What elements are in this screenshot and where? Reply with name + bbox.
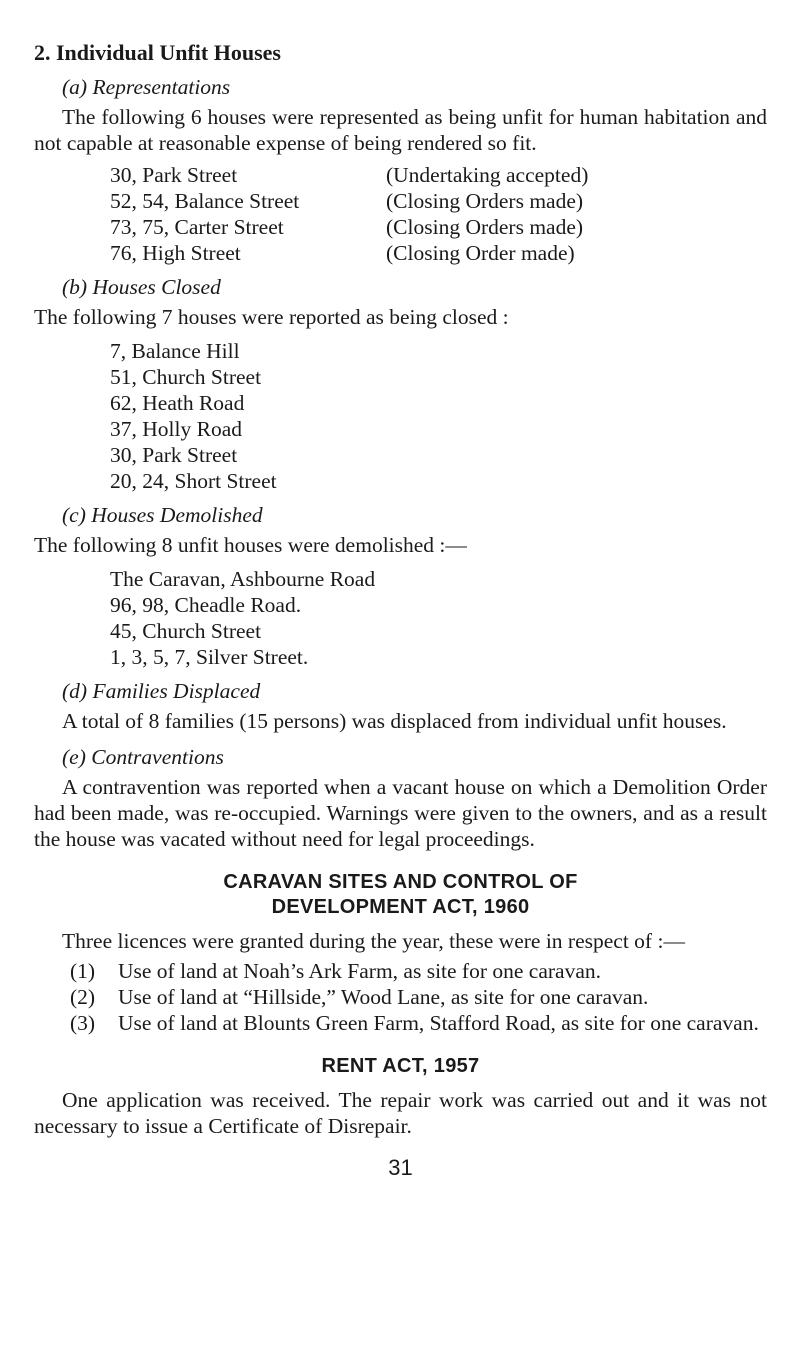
houses-demolished-list xyxy=(34,566,767,670)
subsection-d-text: A total of 8 families (15 persons) was displaced from individual unfit houses. xyxy=(62,709,727,733)
item-number: (2) xyxy=(70,985,96,1009)
note-cell: (Closing Orders made) xyxy=(386,189,584,213)
caravan-licence-list xyxy=(34,958,767,1036)
address-cell: 73, 75, Carter Street xyxy=(110,215,284,239)
list-item: 30, Park Street xyxy=(110,443,238,467)
list-item: 7, Balance Hill xyxy=(110,339,240,363)
item-text: Use of land at Blounts Green Farm, Stafford Road, as site for one caravan. xyxy=(118,1011,759,1035)
list-item: The Caravan, Ashbourne Road xyxy=(110,567,376,591)
table-row xyxy=(34,162,588,188)
address-cell: 52, 54, Balance Street xyxy=(110,189,300,213)
caravan-heading-line1: CARAVAN SITES AND CONTROL OF xyxy=(223,871,578,893)
table-row xyxy=(34,188,588,214)
subsection-a-label: (a) Representations xyxy=(62,75,231,99)
list-item: 45, Church Street xyxy=(110,619,262,643)
list-item xyxy=(34,1010,767,1036)
item-number: (1) xyxy=(70,959,96,983)
list-item xyxy=(34,984,767,1010)
subsection-e-label: (e) Contraventions xyxy=(62,745,224,769)
item-text: Use of land at “Hillside,” Wood Lane, as site for one caravan. xyxy=(118,985,649,1009)
subsection-a-intro: The following 6 houses were represented as being unfit for human habitation and not capable at reasonable expense of being rendered so fit. xyxy=(34,105,767,155)
section-title: 2. Individual Unfit Houses xyxy=(34,40,281,65)
representations-table xyxy=(34,162,588,266)
subsection-c-label: (c) Houses Demolished xyxy=(62,503,263,527)
rent-heading: RENT ACT, 1957 xyxy=(321,1055,480,1077)
note-cell: (Closing Orders made) xyxy=(386,215,584,239)
list-item: 51, Church Street xyxy=(110,365,262,389)
list-item: 37, Holly Road xyxy=(110,417,242,441)
caravan-intro: Three licences were granted during the year, these were in respect of :— xyxy=(62,929,685,953)
caravan-heading-line2: DEVELOPMENT ACT, 1960 xyxy=(271,896,530,918)
list-item: 1, 3, 5, 7, Silver Street. xyxy=(110,645,309,669)
subsection-c-intro: The following 8 unfit houses were demolished :— xyxy=(34,533,467,557)
note-cell: (Closing Order made) xyxy=(386,241,575,265)
list-item: 96, 98, Cheadle Road. xyxy=(110,593,302,617)
subsection-b-intro: The following 7 houses were reported as being closed : xyxy=(34,305,509,329)
caravan-heading xyxy=(34,870,767,920)
subsection-d-label: (d) Families Displaced xyxy=(62,679,261,703)
list-item: 20, 24, Short Street xyxy=(110,469,277,493)
subsection-e-text: A contravention was reported when a vacant house on which a Demolition Order had been made, was re-occupied. Warnings were given to the owners, and as a result the house was vacated without need for legal proceedings. xyxy=(34,775,767,851)
list-item xyxy=(34,958,767,984)
houses-closed-list xyxy=(34,338,767,494)
list-item: 62, Heath Road xyxy=(110,391,245,415)
note-cell: (Undertaking accepted) xyxy=(386,163,589,187)
table-row xyxy=(34,214,588,240)
page-number: 31 xyxy=(388,1155,413,1180)
rent-text: One application was received. The repair work was carried out and it was not necessary to issue a Certificate of Disrepair. xyxy=(34,1088,767,1138)
address-cell: 30, Park Street xyxy=(110,163,238,187)
item-text: Use of land at Noah’s Ark Farm, as site for one caravan. xyxy=(118,959,602,983)
subsection-b-label: (b) Houses Closed xyxy=(62,275,221,299)
item-number: (3) xyxy=(70,1011,96,1035)
table-row xyxy=(34,240,588,266)
address-cell: 76, High Street xyxy=(110,241,241,265)
